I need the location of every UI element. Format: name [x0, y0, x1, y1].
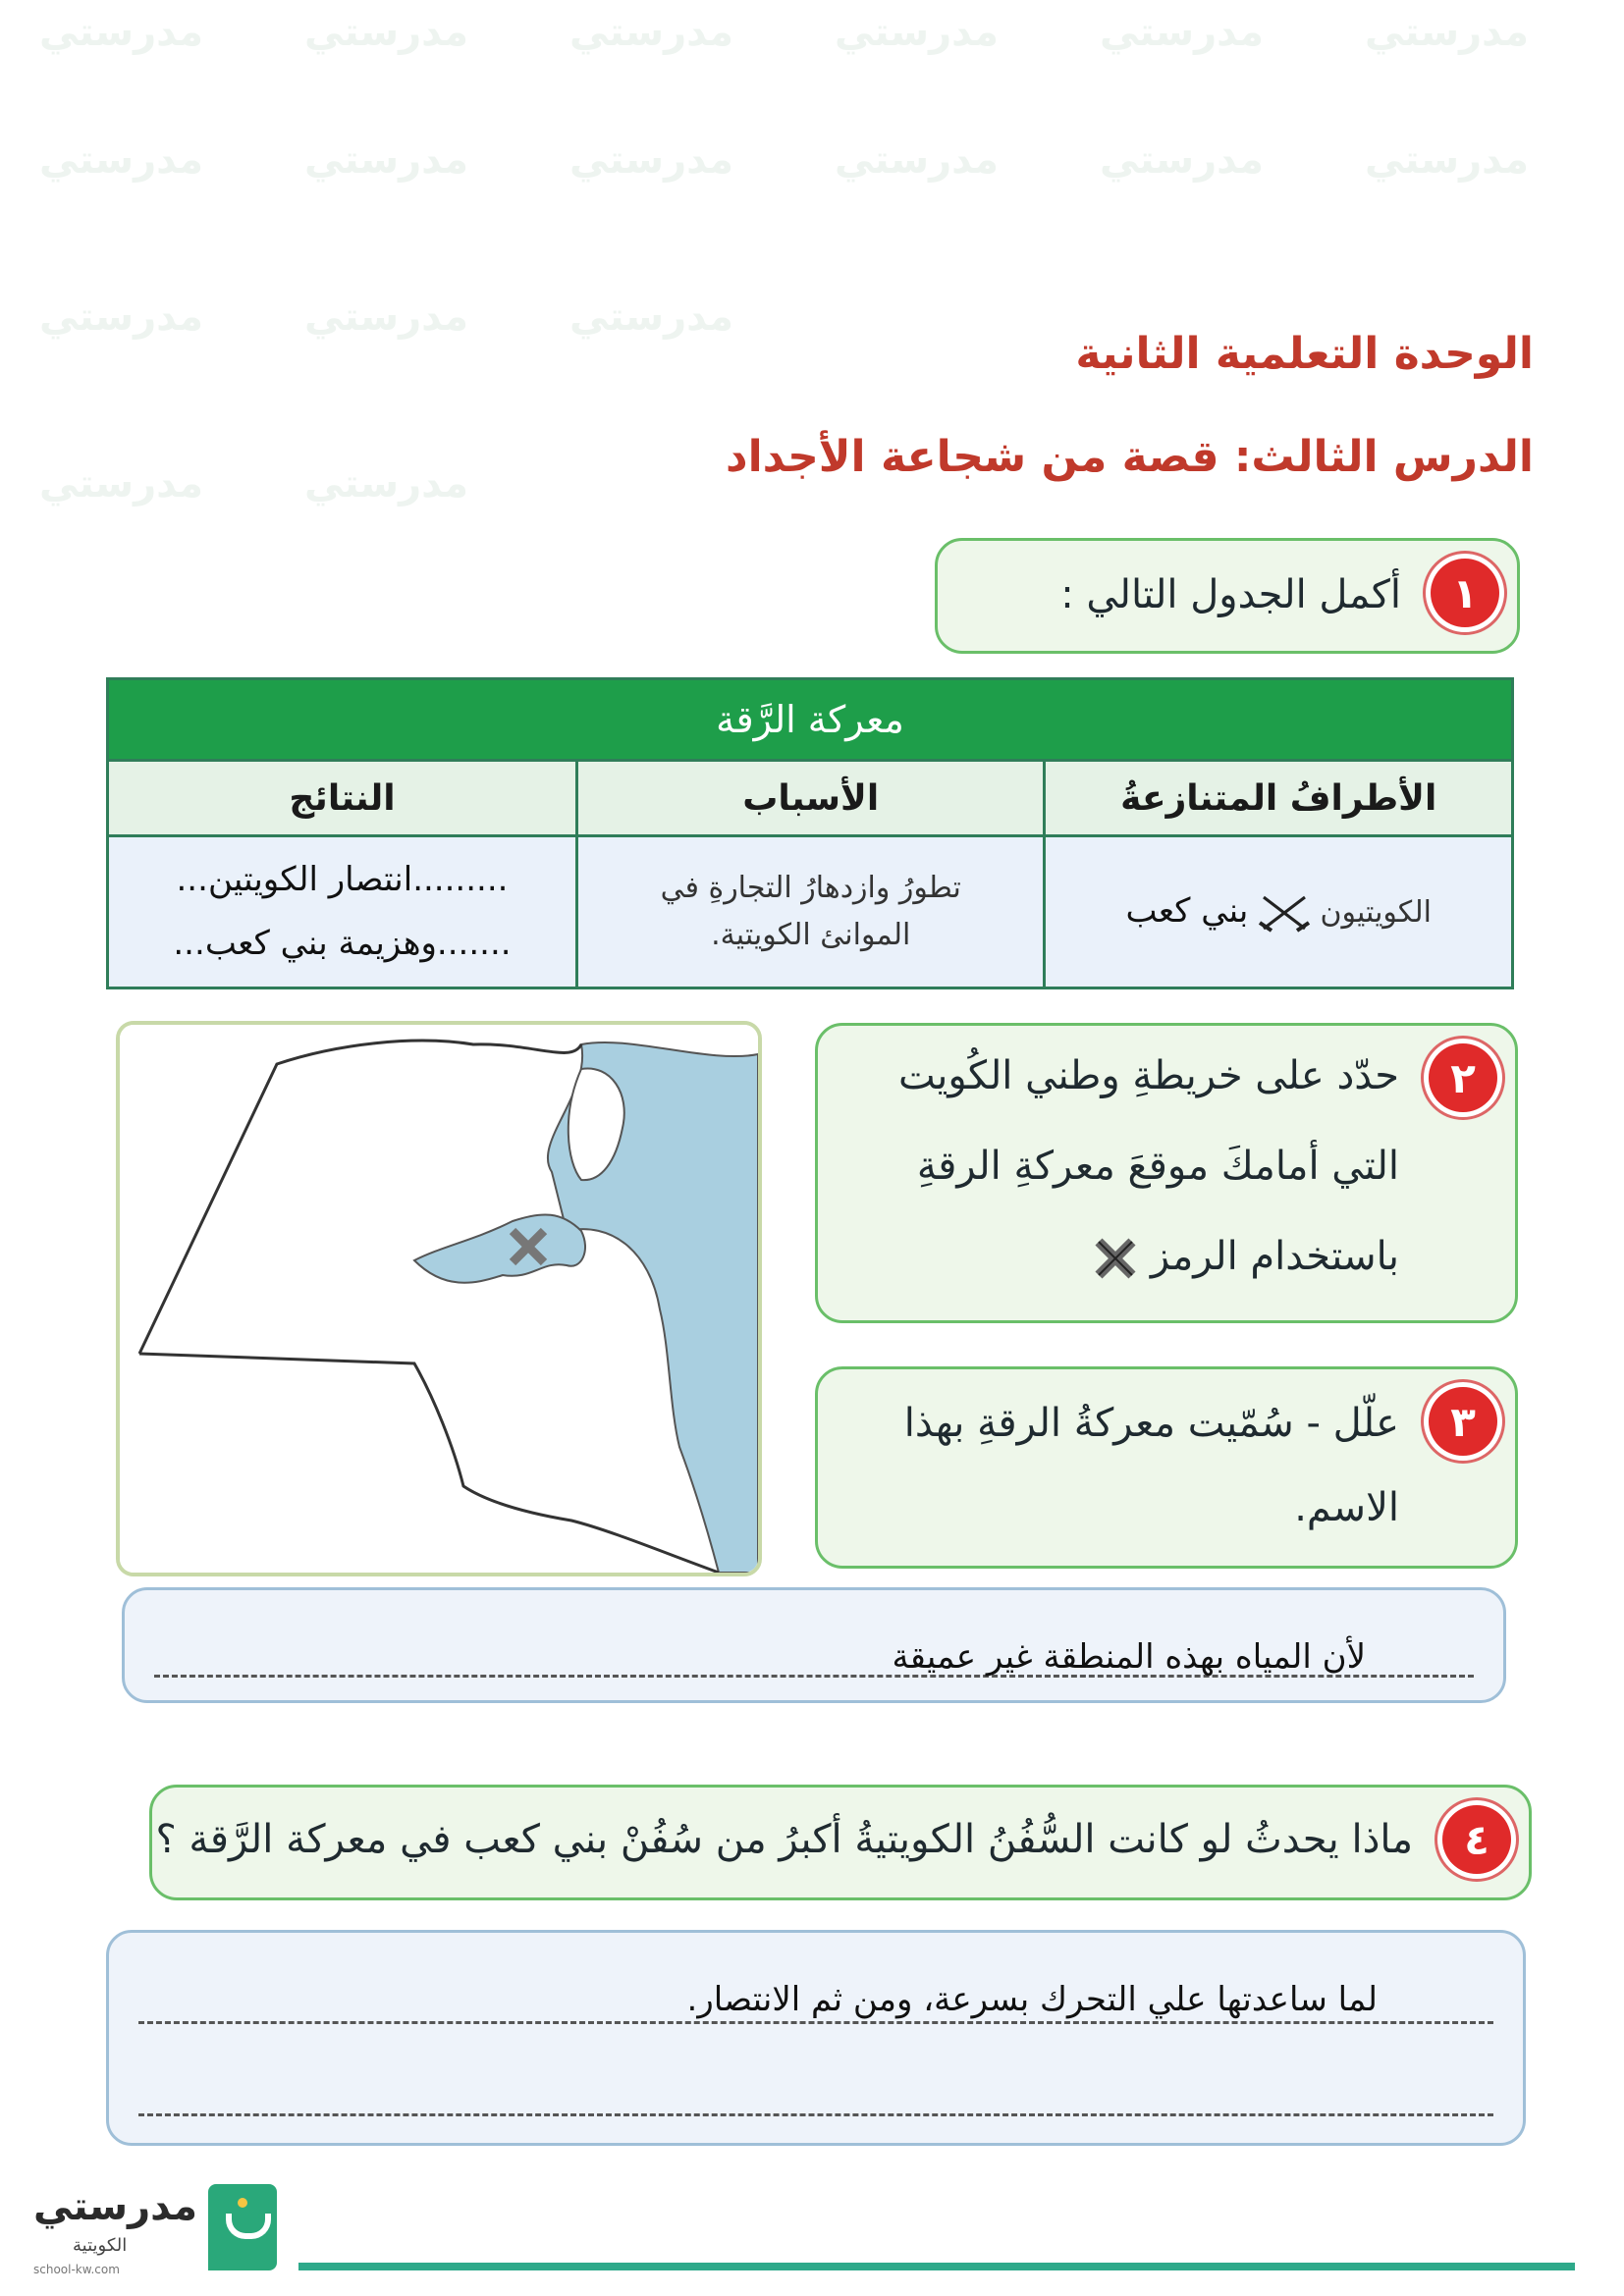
watermark-text: مدرستي: [39, 10, 204, 55]
lesson-title: الدرس الثالث: قصة من شجاعة الأجداد: [725, 432, 1534, 482]
watermark-text: مدرستي: [1365, 10, 1530, 55]
question-number-badge: ١: [1431, 559, 1499, 627]
watermark-text: مدرستي: [569, 10, 734, 55]
cell-causes: تطورُ وازدهارُ التجارةِ في الموانئ الكويتية.: [576, 836, 1045, 988]
watermark-text: مدرستي: [1100, 137, 1265, 183]
watermark-text: مدرستي: [569, 294, 734, 340]
watermark-text: مدرستي: [835, 137, 1000, 183]
logo-mark-icon: [208, 2184, 277, 2270]
watermark-text: مدرستي: [1100, 10, 1265, 55]
watermark-text: مدرستي: [39, 137, 204, 183]
question-number-badge: ٢: [1429, 1043, 1497, 1112]
answer-3-box[interactable]: [122, 1587, 1506, 1703]
x-symbol-icon: [1093, 1236, 1138, 1281]
unit-title: الوحدة التعلمية الثانية: [1075, 329, 1534, 379]
question-1-box: [935, 538, 1520, 654]
answer-3-text: لأن المياه بهذه المنطقة غير عميقة: [892, 1637, 1366, 1677]
result-line-2: .......وهزيمة بني كعب...: [173, 924, 512, 963]
question-number-badge: ٣: [1429, 1387, 1497, 1456]
footer-logo: [33, 2184, 289, 2292]
watermark-text: مدرستي: [39, 294, 204, 340]
question-1-text: أكمل الجدول التالي :: [1060, 572, 1401, 617]
watermark-text: مدرستي: [1365, 137, 1530, 183]
kuwait-map[interactable]: [116, 1021, 762, 1576]
watermark-text: مدرستي: [304, 137, 469, 183]
question-2-box: [815, 1023, 1518, 1323]
question-2-line-2: التي أمامكَ موقعَ معركةِ الرقةِ: [916, 1144, 1399, 1189]
party-a: الكويتيون: [1320, 894, 1432, 930]
table-title: معركة الرَّقة: [108, 679, 1513, 761]
answer-4-text: لما ساعدتها علي التحرك بسرعة، ومن ثم الانتصار.: [686, 1980, 1378, 2019]
footer-rule: [298, 2263, 1575, 2270]
question-4-text: ماذا يحدثُ لو كانت السُّفُنُ الكويتيةُ أكبرُ من سُفُنْ بني كعب في معركة الرَّقة ؟: [155, 1817, 1413, 1862]
answer-4-box[interactable]: [106, 1930, 1526, 2146]
question-2-line-1: حدّد على خريطةِ وطني الكُويت: [897, 1053, 1399, 1098]
logo-sub: الكويتية: [73, 2235, 128, 2256]
crossed-swords-icon: [1258, 893, 1311, 933]
watermark-text: مدرستي: [304, 294, 469, 340]
watermark-text: مدرستي: [304, 10, 469, 55]
logo-name: مدرستي: [33, 2184, 198, 2229]
question-3-line-2: الاسم.: [1294, 1485, 1399, 1530]
answer-line: [138, 2113, 1493, 2116]
watermark-text: مدرستي: [569, 137, 734, 183]
question-number-badge: ٤: [1442, 1805, 1511, 1874]
result-line-1: .........انتصار الكويتين...: [176, 860, 509, 900]
party-b: بني كعب: [1125, 890, 1249, 931]
header-causes: الأسباب: [576, 761, 1045, 836]
question-3-line-1: علّل - سُمّيت معركةُ الرقةِ بهذا: [903, 1401, 1399, 1446]
question-3-box: [815, 1366, 1518, 1569]
logo-url: school-kw.com: [33, 2263, 120, 2276]
cell-results: [108, 836, 577, 988]
cell-parties: [1045, 836, 1513, 988]
header-parties: الأطرافُ المتنازعةُ: [1045, 761, 1513, 836]
map-svg: [120, 1025, 758, 1573]
watermark-text: مدرستي: [304, 461, 469, 507]
question-2-line-3: باستخدام الرمز: [1093, 1234, 1399, 1281]
header-results: النتائج: [108, 761, 577, 836]
answer-line: [138, 2021, 1493, 2024]
question-4-box: [149, 1785, 1532, 1900]
battle-table: [106, 677, 1514, 989]
watermark-text: مدرستي: [835, 10, 1000, 55]
watermark-text: مدرستي: [39, 461, 204, 507]
